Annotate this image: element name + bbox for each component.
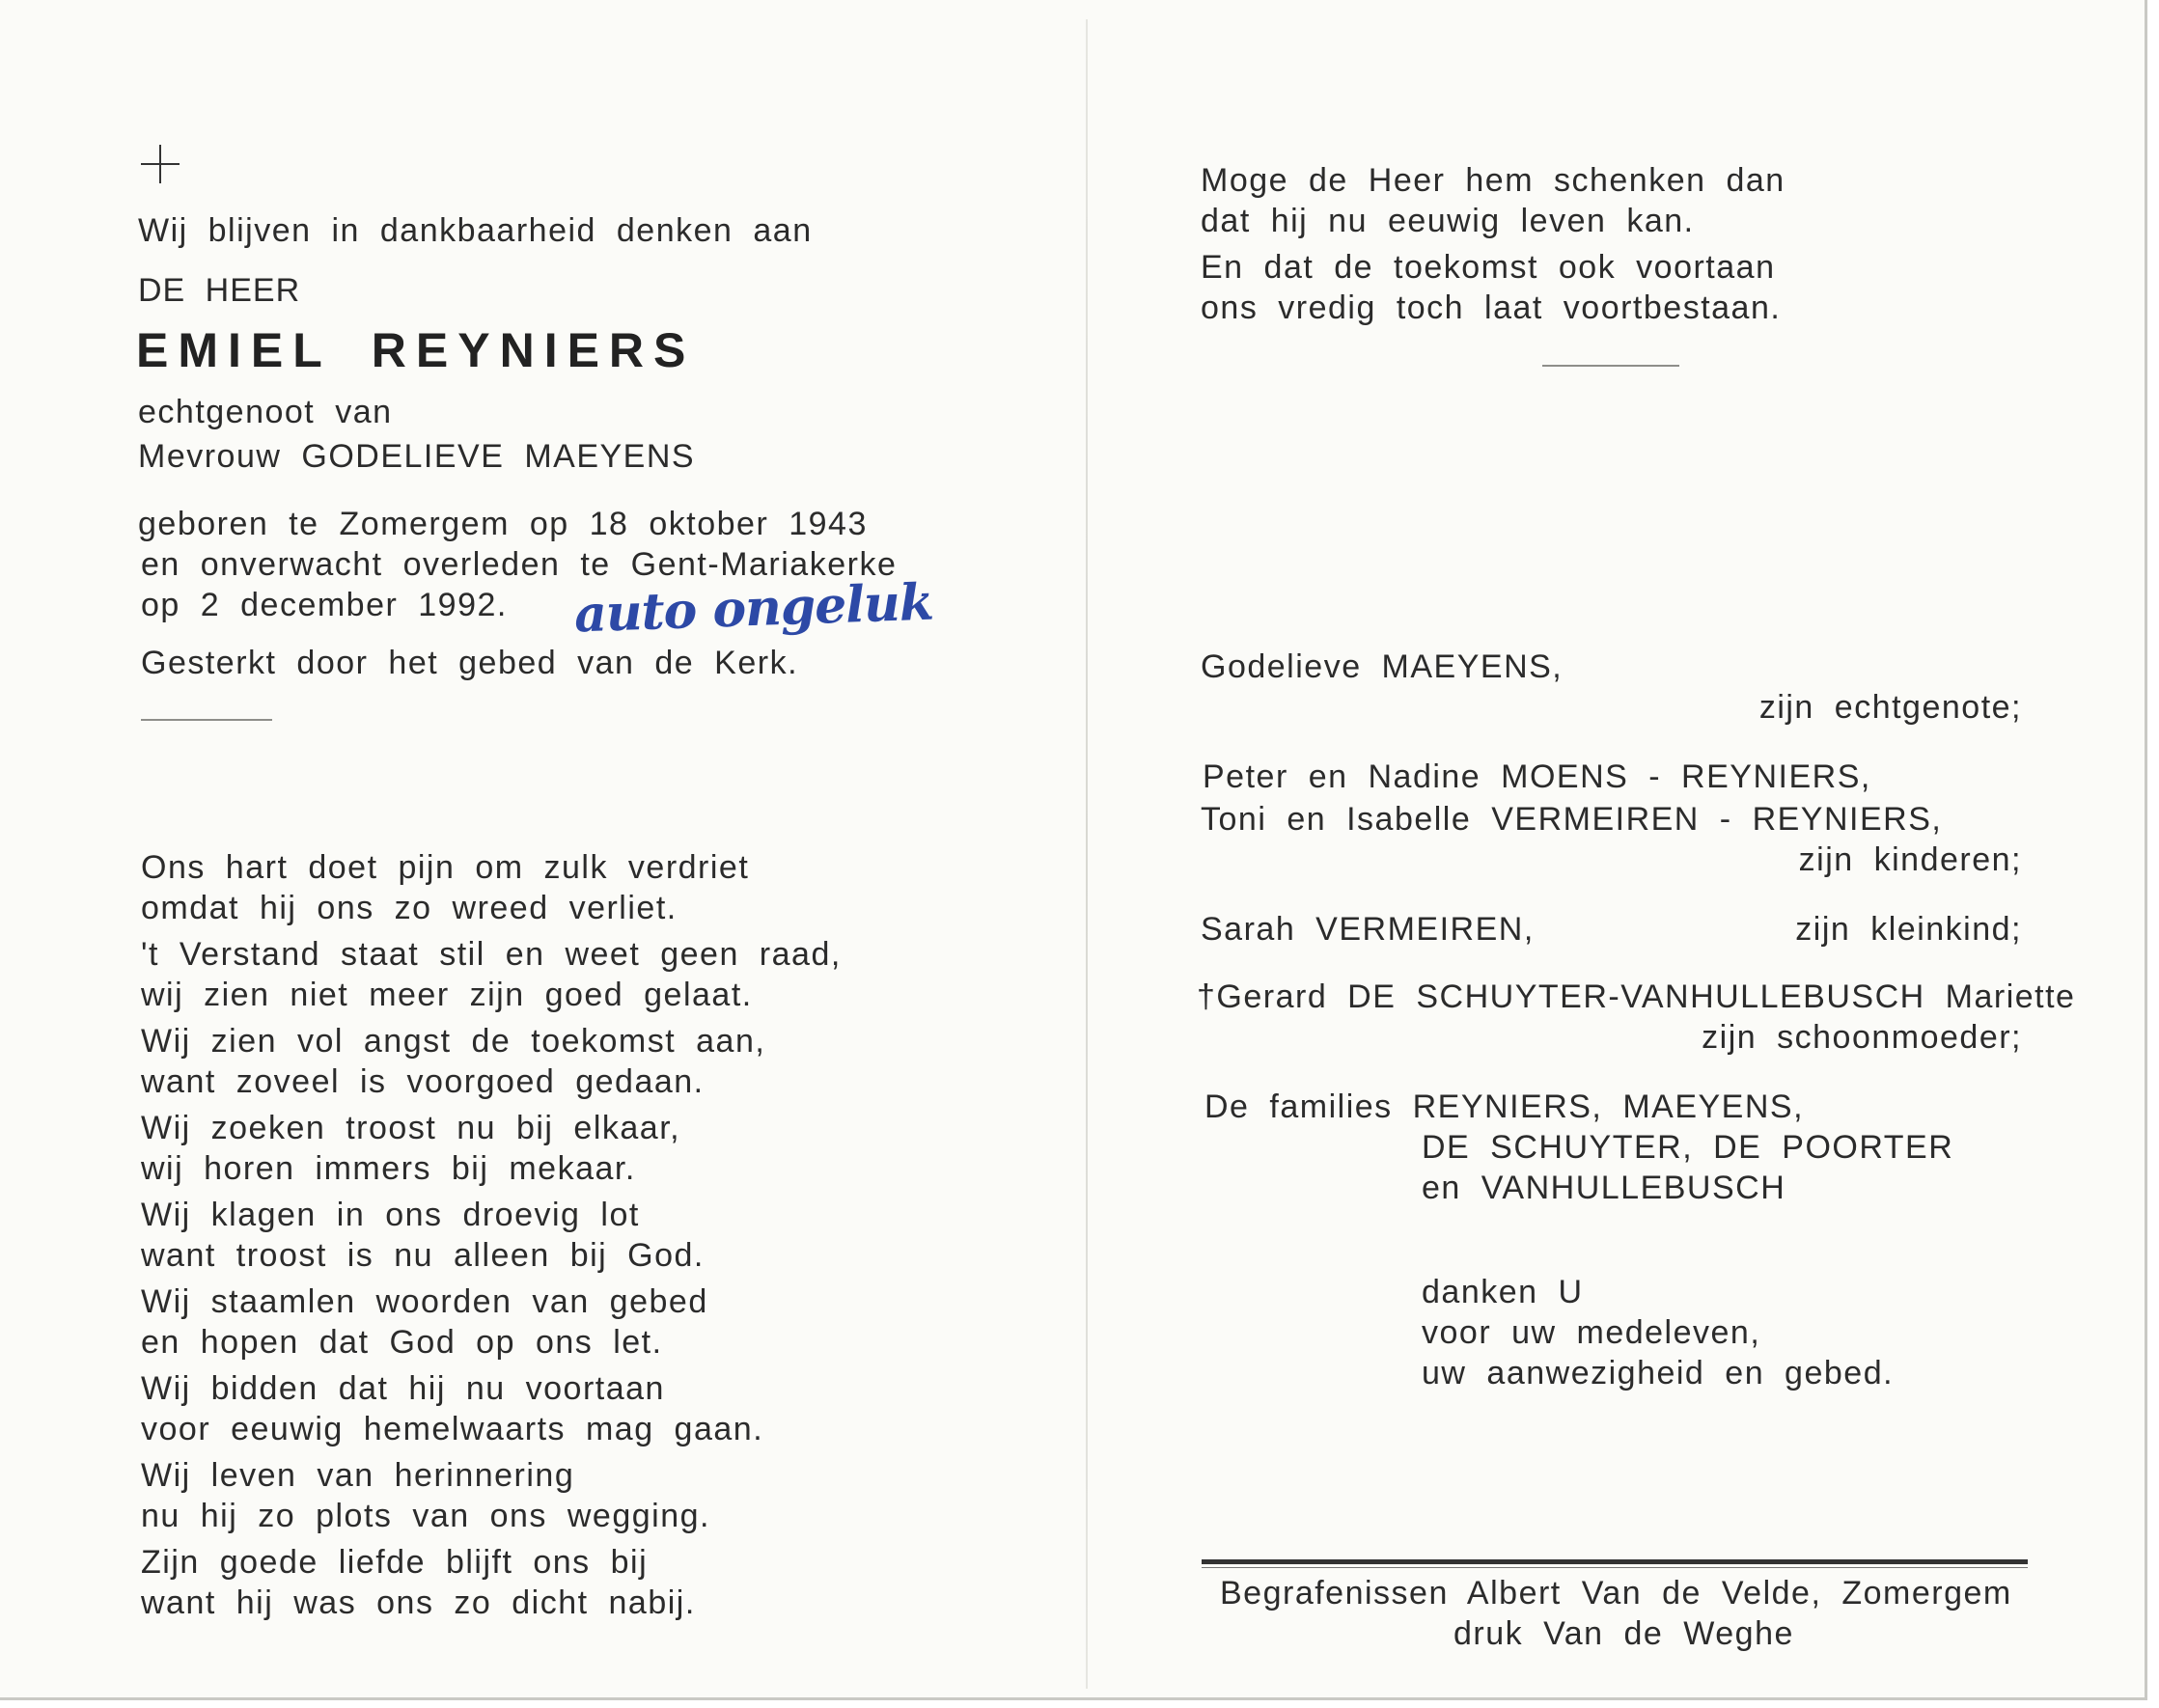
poem-line: Wij leven van herinnering — [141, 1457, 575, 1494]
child-couple: Toni en Isabelle VERMEIREN - REYNIERS, — [1201, 801, 1943, 838]
poem-line: omdat hij ons zo wreed verliet. — [141, 890, 678, 926]
families-line: De families REYNIERS, MAEYENS, — [1204, 1088, 1805, 1125]
poem-line: Zijn goede liefde blijft ons bij — [141, 1544, 649, 1581]
handwritten-note: auto ongeluk — [573, 572, 934, 645]
mother-in-law-role: zijn schoonmoeder; — [1702, 1019, 2022, 1056]
intro-line: Wij blijven in dankbaarheid denken aan — [138, 212, 813, 249]
divider-right — [1542, 365, 1679, 367]
families-line: en VANHULLEBUSCH — [1422, 1170, 1786, 1206]
birth-line: geboren te Zomergem op 18 oktober 1943 — [138, 506, 868, 542]
families-line: DE SCHUYTER, DE POORTER — [1422, 1129, 1954, 1166]
spouse-name: Mevrouw GODELIEVE MAEYENS — [138, 438, 696, 475]
deceased-name: EMIEL REYNIERS — [136, 323, 696, 377]
footer-rule-thin — [1202, 1567, 2028, 1568]
prayer-line: ons vredig toch laat voortbestaan. — [1201, 289, 1782, 326]
poem-line: en hopen dat God op ons let. — [141, 1324, 663, 1361]
poem-line: Wij klagen in ons droevig lot — [141, 1197, 640, 1233]
poem-line: wij horen immers bij mekaar. — [141, 1150, 636, 1187]
printer: druk Van de Weghe — [1453, 1615, 1794, 1652]
poem-line: voor eeuwig hemelwaarts mag gaan. — [141, 1411, 764, 1447]
funeral-home: Begrafenissen Albert Van de Velde, Zomergem — [1220, 1575, 2012, 1612]
poem-line: Ons hart doet pijn om zulk verdriet — [141, 849, 750, 886]
grandchild-name: Sarah VERMEIREN, — [1201, 911, 1535, 948]
strengthened-line: Gesterkt door het gebed van de Kerk. — [141, 645, 799, 681]
poem-line: want troost is nu alleen bij God. — [141, 1237, 705, 1274]
prayer-line: Moge de Heer hem schenken dan — [1201, 162, 1785, 199]
poem-line: Wij bidden dat hij nu voortaan — [141, 1370, 665, 1407]
poem-line: Wij staamlen woorden van gebed — [141, 1283, 708, 1320]
poem-line: want zoveel is voorgoed gedaan. — [141, 1063, 705, 1100]
widow-role: zijn echtgenote; — [1758, 689, 2022, 726]
thanks-line: danken U — [1422, 1274, 1584, 1310]
grandchild-role: zijn kleinkind; — [1795, 911, 2022, 948]
prayer-line: dat hij nu eeuwig leven kan. — [1201, 203, 1695, 239]
poem-line: wij zien niet meer zijn goed gelaat. — [141, 977, 753, 1013]
spouse-prefix: echtgenoot van — [138, 394, 393, 430]
divider-left — [141, 719, 272, 721]
honorific: DE HEER — [138, 272, 301, 309]
thanks-line: voor uw medeleven, — [1422, 1314, 1761, 1351]
poem-line: Wij zien vol angst de toekomst aan, — [141, 1023, 766, 1060]
prayer-line: En dat de toekomst ook voortaan — [1201, 249, 1776, 286]
poem-line: Wij zoeken troost nu bij elkaar, — [141, 1110, 681, 1146]
cross-icon — [141, 145, 180, 183]
death-line-1: en onverwacht overleden te Gent-Mariakerke — [141, 546, 898, 583]
children-role: zijn kinderen; — [1798, 841, 2022, 878]
poem — [141, 847, 842, 1623]
poem-line: nu hij zo plots van ons wegging. — [141, 1498, 710, 1534]
mother-in-law-name: †Gerard DE SCHUYTER-VANHULLEBUSCH Mariette — [1197, 978, 2076, 1015]
poem-line: want hij was ons zo dicht nabij. — [141, 1584, 696, 1621]
widow-name: Godelieve MAEYENS, — [1201, 648, 1564, 685]
child-couple: Peter en Nadine MOENS - REYNIERS, — [1203, 758, 1871, 795]
center-fold — [1086, 19, 1088, 1689]
poem-line: 't Verstand staat stil en weet geen raad, — [141, 936, 842, 973]
footer-rule — [1202, 1559, 2028, 1564]
thanks-line: uw aanwezigheid en gebed. — [1422, 1355, 1895, 1391]
death-line-2: op 2 december 1992. — [141, 587, 508, 623]
